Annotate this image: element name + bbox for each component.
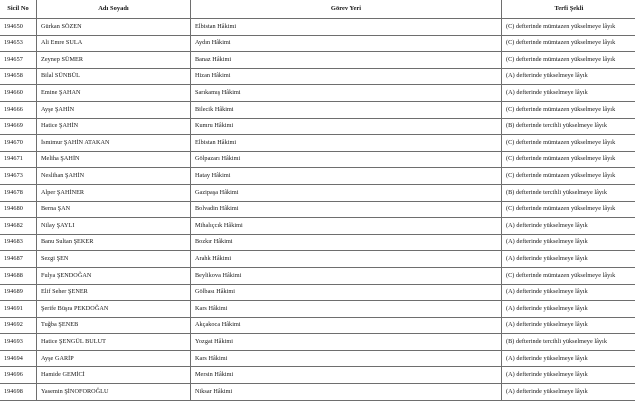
cell-name: Ayşe GARİP — [37, 350, 191, 367]
cell-name: Fulya ŞENDOĞAN — [37, 267, 191, 284]
cell-duty-place: Niksar Hâkimi — [191, 384, 502, 401]
table-row — [0, 85, 635, 102]
cell-promotion-type: (A) defterinde yükselmeye lâyık — [502, 85, 635, 102]
cell-name: Gürkan SÖZEN — [37, 19, 191, 36]
table-row — [0, 35, 635, 52]
cell-name: Zeynep SÜMER — [37, 52, 191, 69]
cell-sicil-no: 194692 — [0, 317, 37, 334]
cell-name: Emine ŞAHAN — [37, 85, 191, 102]
cell-sicil-no: 194678 — [0, 184, 37, 201]
cell-name: Nilay ŞAYLI — [37, 218, 191, 235]
cell-promotion-type: (C) defterinde mümtazen yükselmeye lâyık — [502, 168, 635, 185]
cell-name: Ali Emre SULA — [37, 35, 191, 52]
cell-sicil-no: 194650 — [0, 19, 37, 36]
cell-name: İsmimur ŞAHİN ATAKAN — [37, 135, 191, 152]
table-row — [0, 68, 635, 85]
table-row — [0, 284, 635, 301]
table-row — [0, 118, 635, 135]
cell-promotion-type: (A) defterinde yükselmeye lâyık — [502, 284, 635, 301]
cell-promotion-type: (A) defterinde yükselmeye lâyık — [502, 218, 635, 235]
table-row — [0, 135, 635, 152]
cell-name: Banu Sultan ŞEKER — [37, 234, 191, 251]
cell-sicil-no: 194658 — [0, 68, 37, 85]
cell-name: Şerife Büşra PEKDOĞAN — [37, 301, 191, 318]
table-row — [0, 168, 635, 185]
cell-duty-place: Arahk Hâkimi — [191, 251, 502, 268]
table-row — [0, 267, 635, 284]
cell-promotion-type: (C) defterinde mümtazen yükselmeye lâyık — [502, 19, 635, 36]
cell-sicil-no: 194687 — [0, 251, 37, 268]
cell-promotion-type: (A) defterinde yükselmeye lâyık — [502, 384, 635, 401]
cell-promotion-type: (A) defterinde yükselmeye lâyık — [502, 68, 635, 85]
cell-duty-place: Bilecik Hâkimi — [191, 101, 502, 118]
cell-promotion-type: (C) defterinde mümtazen yükselmeye lâyık — [502, 35, 635, 52]
cell-name: Ayşe ŞAHİN — [37, 101, 191, 118]
table-row — [0, 301, 635, 318]
header-promotion-type: Terfi Şekli — [502, 0, 635, 19]
cell-name: Hamide GEMİCİ — [37, 367, 191, 384]
cell-promotion-type: (A) defterinde yükselmeye lâyık — [502, 350, 635, 367]
cell-name: Tuğba ŞENEB — [37, 317, 191, 334]
cell-name: Hatice ŞENGÜL BULUT — [37, 334, 191, 351]
cell-promotion-type: (A) defterinde yükselmeye lâyık — [502, 367, 635, 384]
header-name: Adı Soyadı — [37, 0, 191, 19]
cell-promotion-type: (A) defterinde yükselmeye lâyık — [502, 301, 635, 318]
cell-duty-place: Banaz Hâkimi — [191, 52, 502, 69]
cell-duty-place: Kars Hâkimi — [191, 350, 502, 367]
table-row — [0, 317, 635, 334]
header-row — [0, 0, 635, 19]
cell-sicil-no: 194682 — [0, 218, 37, 235]
cell-duty-place: Elbistan Hâkimi — [191, 19, 502, 36]
header-sicil-no: Sicil No — [0, 0, 37, 19]
table-body — [0, 19, 635, 401]
cell-duty-place: Aydın Hâkimi — [191, 35, 502, 52]
cell-promotion-type: (B) defterinde tercihli yükselmeye lâyık — [502, 118, 635, 135]
table-row — [0, 251, 635, 268]
cell-promotion-type: (B) defterinde tercihli yükselmeye lâyık — [502, 184, 635, 201]
cell-promotion-type: (C) defterinde mümtazen yükselmeye lâyık — [502, 52, 635, 69]
cell-name: Elif Seher ŞENER — [37, 284, 191, 301]
cell-name: Yasemin ŞİNOFOROĞLU — [37, 384, 191, 401]
table-row — [0, 384, 635, 401]
cell-name: Meliha ŞAHİN — [37, 151, 191, 168]
cell-name: Neslihan ŞAHİN — [37, 168, 191, 185]
table-row — [0, 234, 635, 251]
cell-promotion-type: (C) defterinde mümtazen yükselmeye lâyık — [502, 151, 635, 168]
cell-sicil-no: 194671 — [0, 151, 37, 168]
cell-name: Hatice ŞAHİN — [37, 118, 191, 135]
cell-sicil-no: 194670 — [0, 135, 37, 152]
cell-duty-place: Akçakoca Hâkimi — [191, 317, 502, 334]
table-row — [0, 101, 635, 118]
cell-promotion-type: (A) defterinde yükselmeye lâyık — [502, 251, 635, 268]
cell-sicil-no: 194693 — [0, 334, 37, 351]
cell-promotion-type: (A) defterinde yükselmeye lâyık — [502, 317, 635, 334]
cell-sicil-no: 194653 — [0, 35, 37, 52]
table-row — [0, 218, 635, 235]
cell-sicil-no: 194657 — [0, 52, 37, 69]
cell-duty-place: Gölbası Hâkimi — [191, 284, 502, 301]
cell-promotion-type: (B) defterinde tercihli yükselmeye lâyık — [502, 334, 635, 351]
cell-sicil-no: 194689 — [0, 284, 37, 301]
cell-duty-place: Yozgat Hâkimi — [191, 334, 502, 351]
table-row — [0, 201, 635, 218]
cell-name: Bilal SÜNBÜL — [37, 68, 191, 85]
table-row — [0, 334, 635, 351]
cell-sicil-no: 194660 — [0, 85, 37, 102]
cell-sicil-no: 194666 — [0, 101, 37, 118]
cell-duty-place: Bolvadin Hâkimi — [191, 201, 502, 218]
cell-promotion-type: (C) defterinde mümtazen yükselmeye lâyık — [502, 267, 635, 284]
cell-name: Alper ŞAHİNER — [37, 184, 191, 201]
cell-sicil-no: 194696 — [0, 367, 37, 384]
cell-name: Berna ŞAN — [37, 201, 191, 218]
cell-name: Sezgi ŞEN — [37, 251, 191, 268]
cell-promotion-type: (C) defterinde mümtazen yükselmeye lâyık — [502, 201, 635, 218]
cell-duty-place: Sarıkamış Hâkimi — [191, 85, 502, 102]
cell-promotion-type: (C) defterinde mümtazen yükselmeye lâyık — [502, 135, 635, 152]
table-row — [0, 19, 635, 36]
cell-sicil-no: 194694 — [0, 350, 37, 367]
cell-duty-place: Mihalıçcık Hâkimi — [191, 218, 502, 235]
cell-duty-place: Hizan Hâkimi — [191, 68, 502, 85]
cell-duty-place: Bozkır Hâkimi — [191, 234, 502, 251]
cell-sicil-no: 194688 — [0, 267, 37, 284]
cell-duty-place: Gazipaşa Hâkimi — [191, 184, 502, 201]
header-duty-place: Görev Yeri — [191, 0, 502, 19]
cell-duty-place: Elbistan Hâkimi — [191, 135, 502, 152]
cell-sicil-no: 194673 — [0, 168, 37, 185]
cell-duty-place: Kumru Hâkimi — [191, 118, 502, 135]
cell-duty-place: Hatay Hâkimi — [191, 168, 502, 185]
cell-duty-place: Gölpazarı Hâkimi — [191, 151, 502, 168]
cell-promotion-type: (A) defterinde yükselmeye lâyık — [502, 234, 635, 251]
table-row — [0, 151, 635, 168]
cell-sicil-no: 194691 — [0, 301, 37, 318]
cell-sicil-no: 194698 — [0, 384, 37, 401]
cell-sicil-no: 194680 — [0, 201, 37, 218]
cell-sicil-no: 194669 — [0, 118, 37, 135]
cell-sicil-no: 194683 — [0, 234, 37, 251]
table-row — [0, 184, 635, 201]
cell-promotion-type: (C) defterinde mümtazen yükselmeye lâyık — [502, 101, 635, 118]
table-row — [0, 367, 635, 384]
cell-duty-place: Beylikova Hâkimi — [191, 267, 502, 284]
cell-duty-place: Mersin Hâkimi — [191, 367, 502, 384]
table-row — [0, 350, 635, 367]
table-row — [0, 52, 635, 69]
cell-duty-place: Kars Hâkimi — [191, 301, 502, 318]
